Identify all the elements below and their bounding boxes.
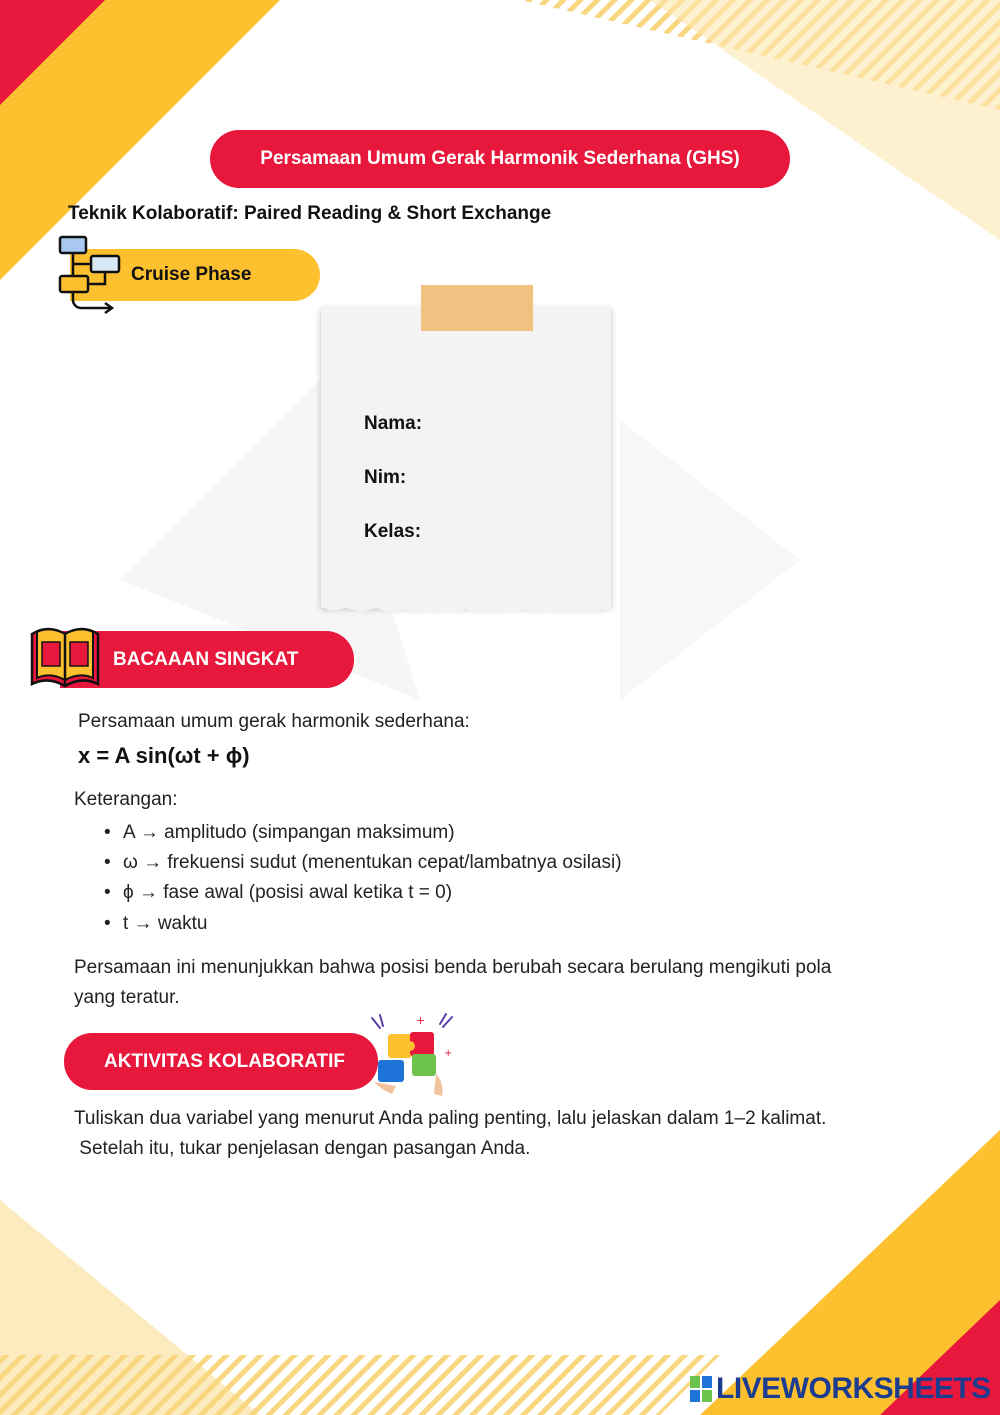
shm-formula: x = A sin(ωt + ϕ) bbox=[78, 743, 250, 768]
nim-label: Nim: bbox=[364, 467, 407, 488]
reading-heading-label: BACAAAN SINGKAT bbox=[113, 648, 299, 670]
conclusion-line-1: Persamaan ini menunjukkan bahwa posisi benda berubah secara berulang mengikuti pola bbox=[74, 957, 832, 978]
legend-title: Keterangan: bbox=[74, 789, 178, 810]
list-item: • ω → frekuensi sudut (menentukan cepat/lambatnya osilasi) bbox=[104, 852, 622, 873]
flowchart-icon bbox=[55, 234, 121, 318]
list-item: • t → waktu bbox=[104, 913, 208, 934]
reading-heading bbox=[60, 631, 354, 688]
instruction-line-1: Tuliskan dua variabel yang menurut Anda paling penting, lalu jelaskan dalam 1–2 kalimat. bbox=[74, 1108, 827, 1129]
list-item: • A → amplitudo (simpangan maksimum) bbox=[104, 822, 455, 843]
tape-strip bbox=[421, 285, 533, 331]
page-title: Persamaan Umum Gerak Harmonik Sederhana (GHS) bbox=[210, 130, 790, 188]
class-label: Kelas: bbox=[364, 521, 422, 542]
identity-card bbox=[321, 307, 611, 607]
conclusion-line-2: yang teratur. bbox=[74, 987, 180, 1008]
logo-text: LIVEWORKSHEETS bbox=[716, 1372, 991, 1405]
list-item: • ϕ → fase awal (posisi awal ketika t = 0) bbox=[104, 882, 453, 903]
torn-edge bbox=[321, 590, 611, 620]
activity-heading-label: AKTIVITAS KOLABORATIF bbox=[104, 1050, 345, 1072]
phase-label: Cruise Phase bbox=[131, 264, 252, 285]
activity-heading bbox=[64, 1033, 378, 1090]
logo-badge-icon bbox=[690, 1376, 712, 1402]
liveworksheets-logo bbox=[690, 1372, 991, 1406]
book-icon bbox=[28, 620, 102, 692]
puzzle-icon bbox=[366, 1012, 458, 1098]
svg-text:+: + bbox=[444, 1048, 453, 1059]
technique-label: Teknik Kolaboratif: Paired Reading & Short Exchange bbox=[68, 203, 552, 224]
name-label: Nama: bbox=[364, 413, 423, 434]
svg-text:+: + bbox=[416, 1014, 426, 1027]
reading-intro: Persamaan umum gerak harmonik sederhana: bbox=[78, 711, 470, 732]
instruction-line-2: Setelah itu, tukar penjelasan dengan pasangan Anda. bbox=[74, 1138, 531, 1159]
